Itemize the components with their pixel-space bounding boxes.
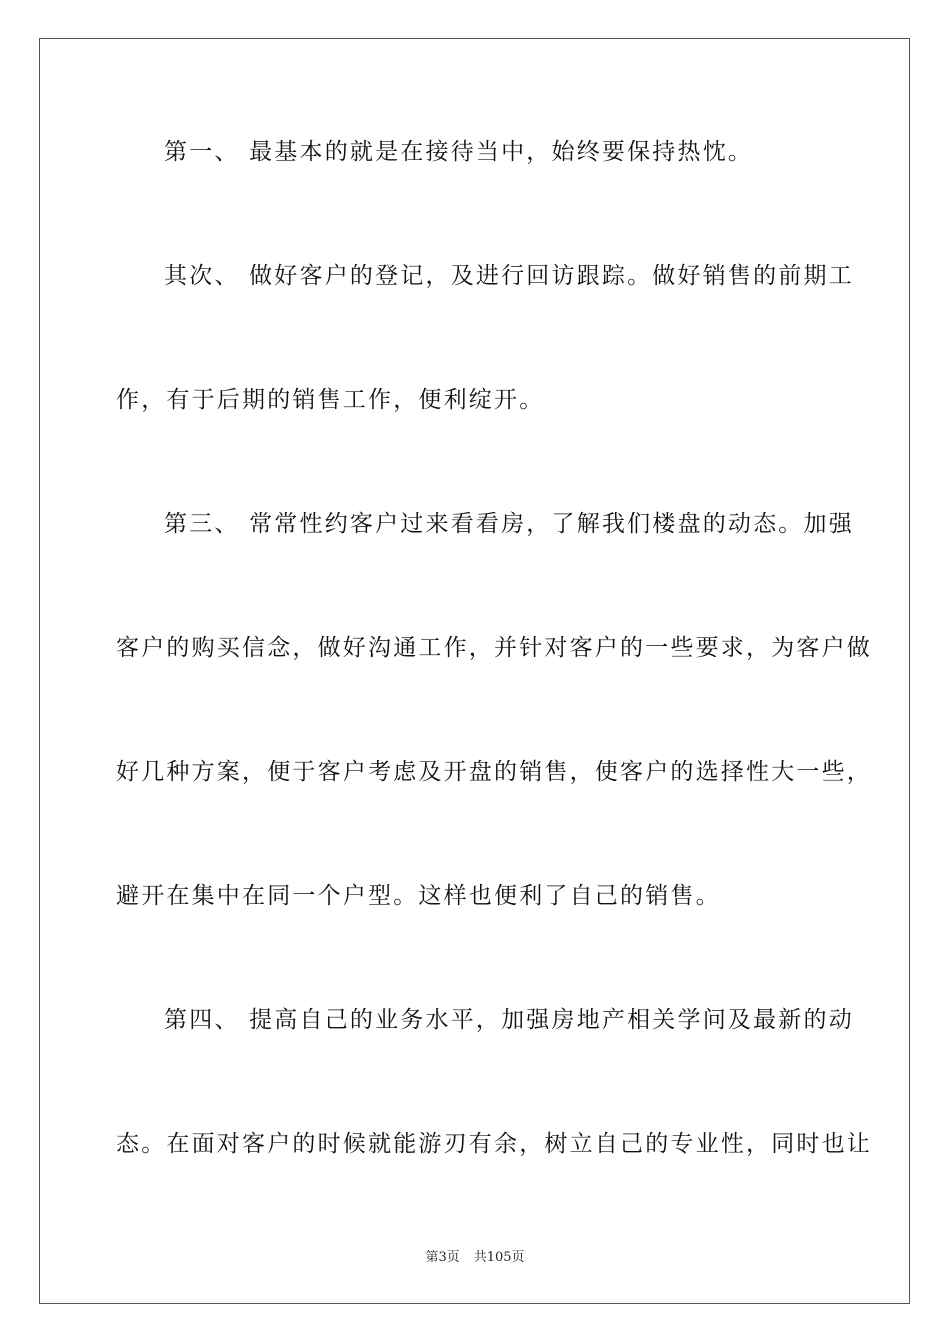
page-number: 第3页 xyxy=(425,1250,460,1265)
paragraph-line: 第三、 常常性约客户过来看看房，了解我们楼盘的动态。加强 xyxy=(164,511,854,537)
paragraph-line: 第一、 最基本的就是在接待当中，始终要保持热忱。 xyxy=(164,139,754,165)
page-total: 共105页 xyxy=(473,1250,525,1265)
paragraph-line: 作，有于后期的销售工作，便利绽开。 xyxy=(116,387,545,413)
paragraph-line: 客户的购买信念，做好沟通工作，并针对客户的一些要求，为客户做 xyxy=(116,635,872,661)
paragraph-line: 态。在面对客户的时候就能游刃有余，树立自己的专业性，同时也让 xyxy=(116,1131,872,1157)
paragraph-line: 第四、 提高自己的业务水平，加强房地产相关学问及最新的动 xyxy=(164,1007,854,1033)
page-border xyxy=(39,38,910,1304)
page-footer xyxy=(0,1249,950,1267)
paragraph-line: 避开在集中在同一个户型。这样也便利了自己的销售。 xyxy=(116,883,721,909)
paragraph-line: 好几种方案，便于客户考虑及开盘的销售，使客户的选择性大一些， xyxy=(116,759,872,785)
paragraph-line: 其次、 做好客户的登记，及进行回访跟踪。做好销售的前期工 xyxy=(164,263,854,289)
